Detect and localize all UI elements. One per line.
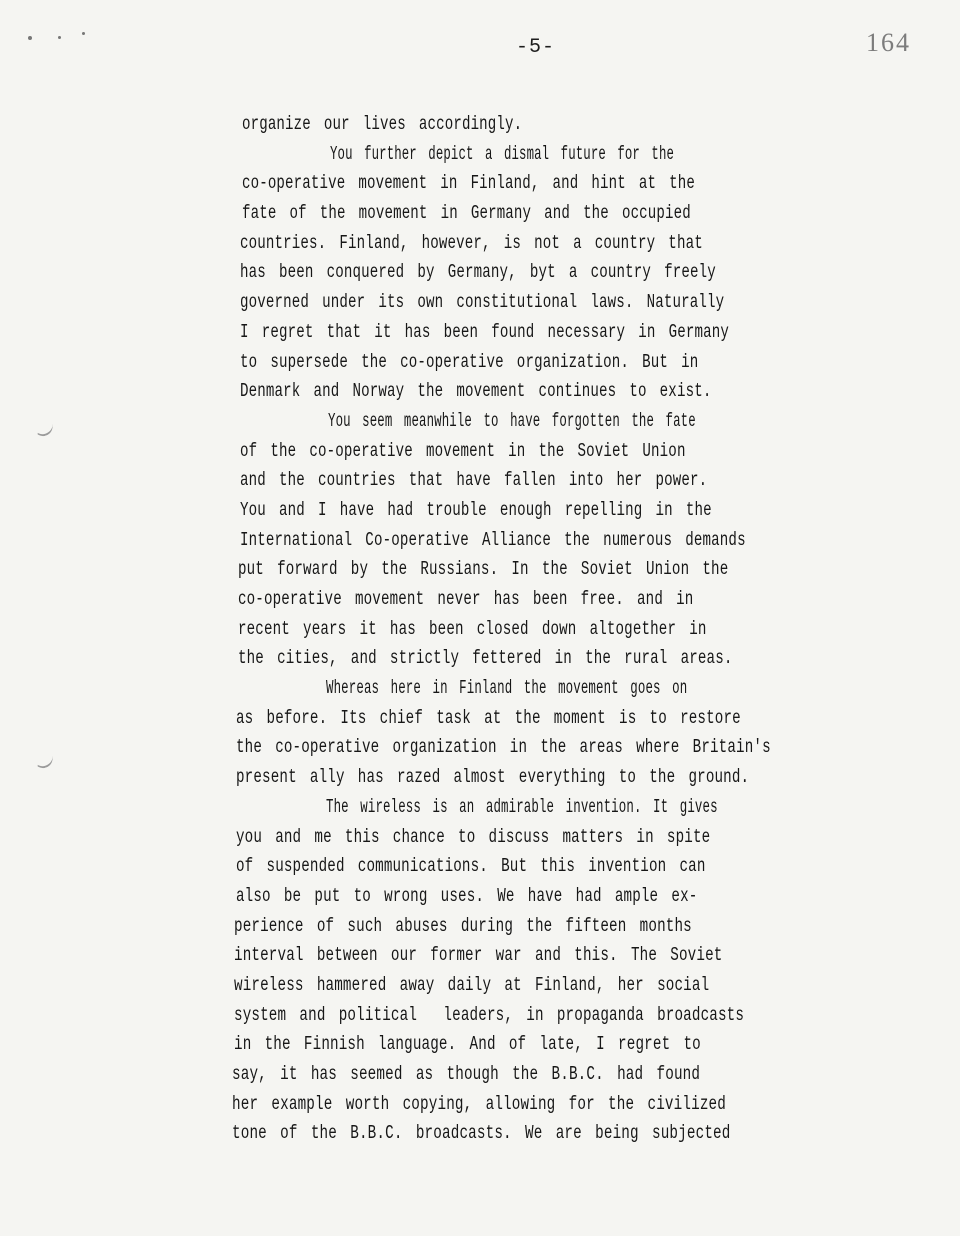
- text-line: co-operative movement never has been free. and in: [238, 588, 694, 610]
- text-line: International Co-operative Alliance the numerous demands: [240, 528, 746, 551]
- text-line: countries. Finland, however, is not a country that: [240, 231, 703, 254]
- archive-number: 164: [866, 28, 911, 57]
- text-line: to supersede the co-operative organization. But in: [240, 350, 699, 373]
- text-line: you and me this chance to discuss matters in spite: [236, 825, 711, 848]
- speck: [28, 36, 32, 40]
- text-line: of suspended communications. But this invention can: [236, 855, 706, 878]
- speck: [82, 32, 85, 35]
- speck: [58, 36, 61, 39]
- text-line: say, it has seemed as though the B.B.C. had found: [232, 1063, 701, 1085]
- text-line: tone of the B.B.C. broadcasts. We are being subjected: [232, 1122, 731, 1145]
- text-line: co-operative movement in Finland, and hint at the: [242, 172, 695, 195]
- text-line: I regret that it has been found necessary in Germany: [240, 320, 730, 343]
- text-line: the cities, and strictly fettered in the rural areas.: [238, 647, 733, 670]
- text-line: has been conquered by Germany, byt a country freely: [240, 261, 716, 284]
- text-line: You and I have had trouble enough repelling in the: [240, 498, 712, 521]
- text-line: her example worth copying, allowing for the civilized: [232, 1092, 726, 1115]
- text-line: present ally has razed almost everything to the ground.: [236, 766, 750, 789]
- letter-body: [0, 110, 960, 1149]
- text-line: You seem meanwhile to have forgotten the fate: [328, 409, 696, 432]
- text-line: governed under its own constitutional laws. Naturally: [240, 291, 725, 314]
- text-line: also be put to wrong uses. We have had ample ex-: [236, 884, 698, 907]
- text-line: organize our lives accordingly.: [242, 113, 523, 135]
- text-line: put forward by the Russians. In the Soviet Union the: [238, 558, 729, 581]
- text-line: as before. Its chief task at the moment is to restore: [236, 706, 741, 729]
- text-line: in the Finnish language. And of late, I regret to: [234, 1033, 701, 1056]
- text-line: You further depict a dismal future for the: [330, 142, 675, 165]
- paper-specks: [24, 28, 94, 48]
- text-line: perience of such abuses during the fifteen months: [234, 914, 692, 937]
- page-number: -5-: [516, 36, 556, 59]
- text-line: The wireless is an admirable invention. It gives: [326, 795, 718, 818]
- text-line: Denmark and Norway the movement continues to exist.: [240, 380, 712, 403]
- text-line: fate of the movement in Germany and the occupied: [242, 202, 691, 225]
- text-line: of the co-operative movement in the Soviet Union: [240, 439, 686, 462]
- text-line: and the countries that have fallen into her power.: [240, 469, 708, 492]
- text-line: system and political leaders, in propaganda broadcasts: [234, 1003, 745, 1026]
- text-line: wireless hammered away daily at Finland, her social: [234, 973, 710, 996]
- text-line: interval between our former war and this. The Soviet: [234, 944, 723, 967]
- text-line: recent years it has been closed down altogether in: [238, 617, 707, 640]
- text-line: the co-operative organization in the areas where Britain's: [236, 736, 771, 759]
- text-line: Whereas here in Finland the movement goes on: [326, 677, 688, 700]
